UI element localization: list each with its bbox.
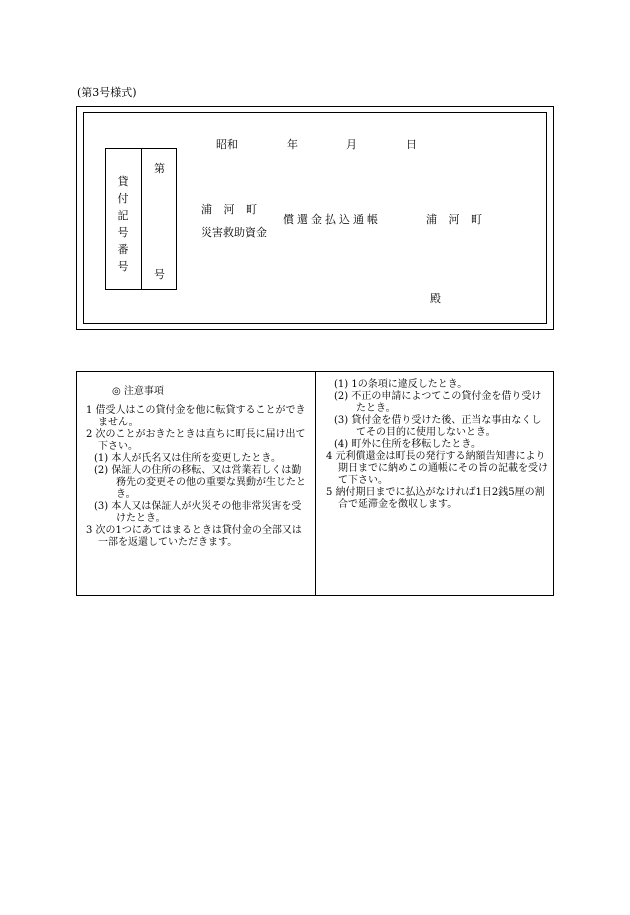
note-item: 4 元利償還金は町長の発行する納額告知書により期日までに納めこの通帳にその旨の記載を受けて下さい。: [326, 451, 548, 486]
note-item: 3 次の1つにあてはまるときは貸付金の全部又は一部を返還していただきます。: [86, 525, 302, 548]
note-item: 1 借受人はこの貸付金を他に転貸することができません。: [86, 405, 306, 428]
date-day: 日: [406, 138, 417, 151]
note-subitem: (1) 本人が氏名又は住所を変更したとき。: [94, 453, 281, 464]
notes-right-column: [326, 379, 548, 511]
number-suffix: 号: [154, 268, 165, 281]
date-month: 月: [346, 138, 357, 151]
loan-number-divider: [141, 148, 142, 290]
notes-left-column: [86, 386, 308, 549]
note-subitem: (4) 町外に住所を移転したとき。: [334, 439, 481, 450]
passbook-title: 償還金払込通帳: [283, 213, 381, 226]
date-era: 昭和: [216, 138, 238, 151]
note-item: 5 納付期日までに払込がなければ1日2銭5厘の割合で延滞金を徴収します。: [326, 487, 545, 510]
note-subitem: (3) 貸付金を借り受けた後、正当な事由なくしてその目的に使用しないとき。: [334, 415, 542, 438]
note-subitem: (1) 1の条項に違反したとき。: [334, 379, 468, 390]
number-prefix: 第: [154, 162, 165, 175]
notes-divider: [315, 371, 316, 596]
form-number-label: (第3号様式): [77, 86, 137, 99]
honorific: 殿: [430, 292, 441, 305]
date-year: 年: [287, 138, 298, 151]
notes-title: ◎ 注意事項: [112, 386, 164, 397]
note-subitem: (2) 保証人の住所の移転、又は営業若しくは勤務先の変更その他の重要な異動が生じたとき。: [94, 465, 306, 500]
note-subitem: (3) 本人又は保証人が火災その他非常災害を受けたとき。: [94, 501, 302, 524]
note-subitem: (2) 不正の申請によつてこの貸付金を借り受けたとき。: [334, 391, 542, 414]
town-name-right: 浦 河 町: [426, 213, 482, 226]
town-name-left: 浦 河 町: [201, 203, 257, 216]
fund-name: 災害救助資金: [201, 226, 267, 239]
note-item: 2 次のことがおきたときは直ちに町長に届け出て下さい。: [86, 429, 306, 452]
loan-number-label: 貸付記号番号: [117, 175, 129, 273]
